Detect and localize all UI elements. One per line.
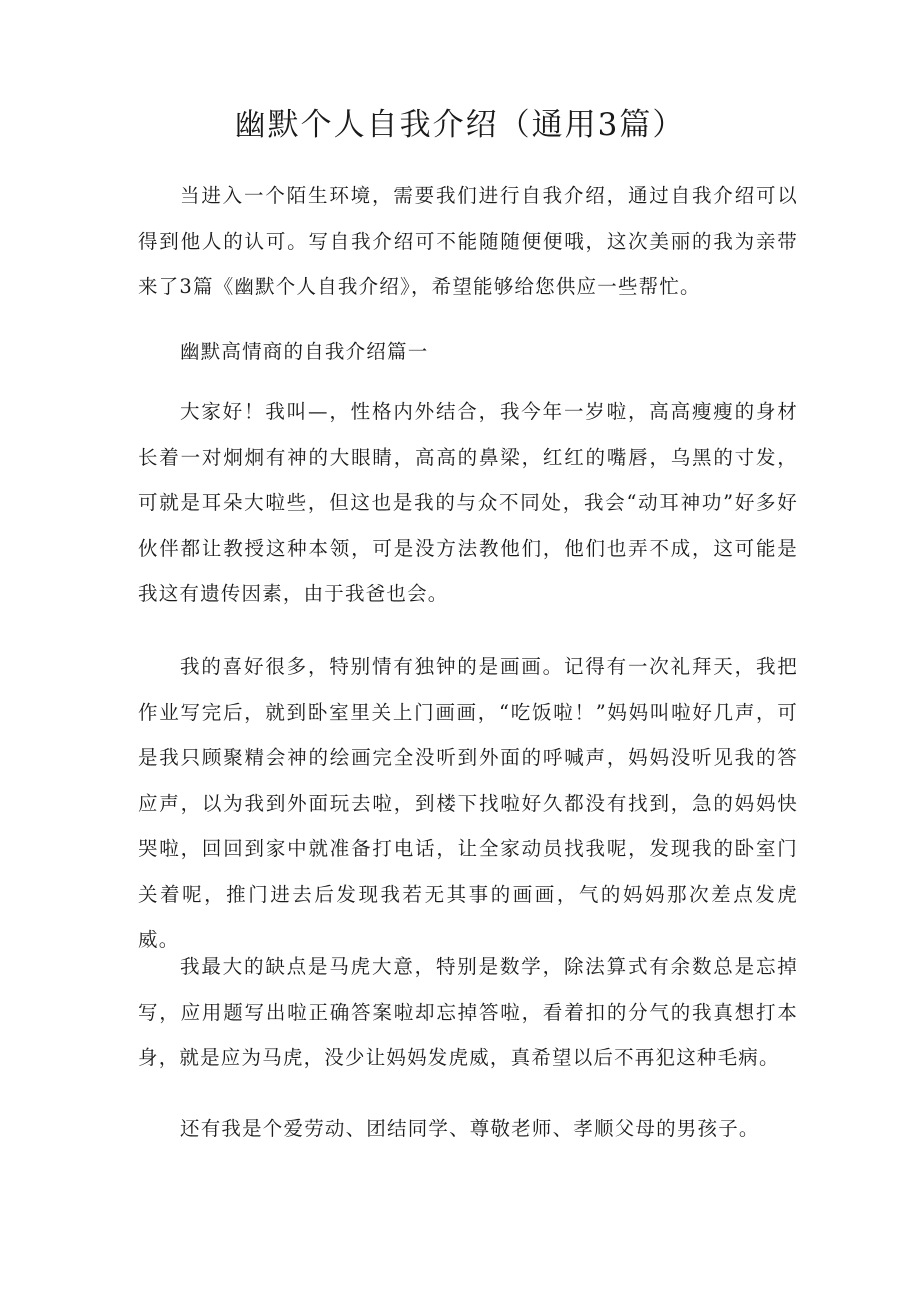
section-heading: 幽默高情商的自我介绍篇一 [180, 340, 429, 363]
document-title: 幽默个人自我介绍（通用3篇） [234, 107, 686, 143]
body-paragraph-4: 还有我是个爱劳动、团结同学、尊敬老师、孝顺父母的男孩子。 [180, 1117, 760, 1140]
intro-paragraph: 当进入一个陌生环境，需要我们进行自我介绍，通过自我介绍可以得到他人的认可。写自我介绍可不能随随便便哦，这次美丽的我为亲带来了3篇《幽默个人自我介绍》，希望能够给您供应一些帮忙。 [138, 184, 798, 298]
body-paragraph-1: 大家好！我叫—，性格内外结合，我今年一岁啦，高高瘦瘦的身材长着一对炯炯有神的大眼睛，高高的鼻梁，红红的嘴唇，乌黑的寸发，可就是耳朵大啦些，但这也是我的与众不同处，我会“动耳神功”好多好伙伴都让教授这种本领，可是没方法教他们，他们也弄不成，这可能是我这有遗传因素，由于我爸也会。 [138, 400, 798, 605]
body-paragraph-3: 我最大的缺点是马虎大意，特别是数学，除法算式有余数总是忘掉写，应用题写出啦正确答案啦却忘掉答啦，看着扣的分气的我真想打本身，就是应为马虎，没少让妈妈发虎威，真希望以后不再犯这种毛病。 [138, 955, 798, 1069]
body-paragraph-2: 我的喜好很多，特别情有独钟的是画画。记得有一次礼拜天，我把作业写完后，就到卧室里关上门画画，“吃饭啦！”妈妈叫啦好几声，可是我只顾聚精会神的绘画完全没听到外面的呼喊声，妈妈没听见我的答应声，以为我到外面玩去啦，到楼下找啦好久都没有找到，急的妈妈快哭啦，回回到家中就准备打电话，让全家动员找我呢，发现我的卧室门关着呢，推门进去后发现我若无其事的画画，气的妈妈那次差点发虎威。 [138, 655, 798, 951]
